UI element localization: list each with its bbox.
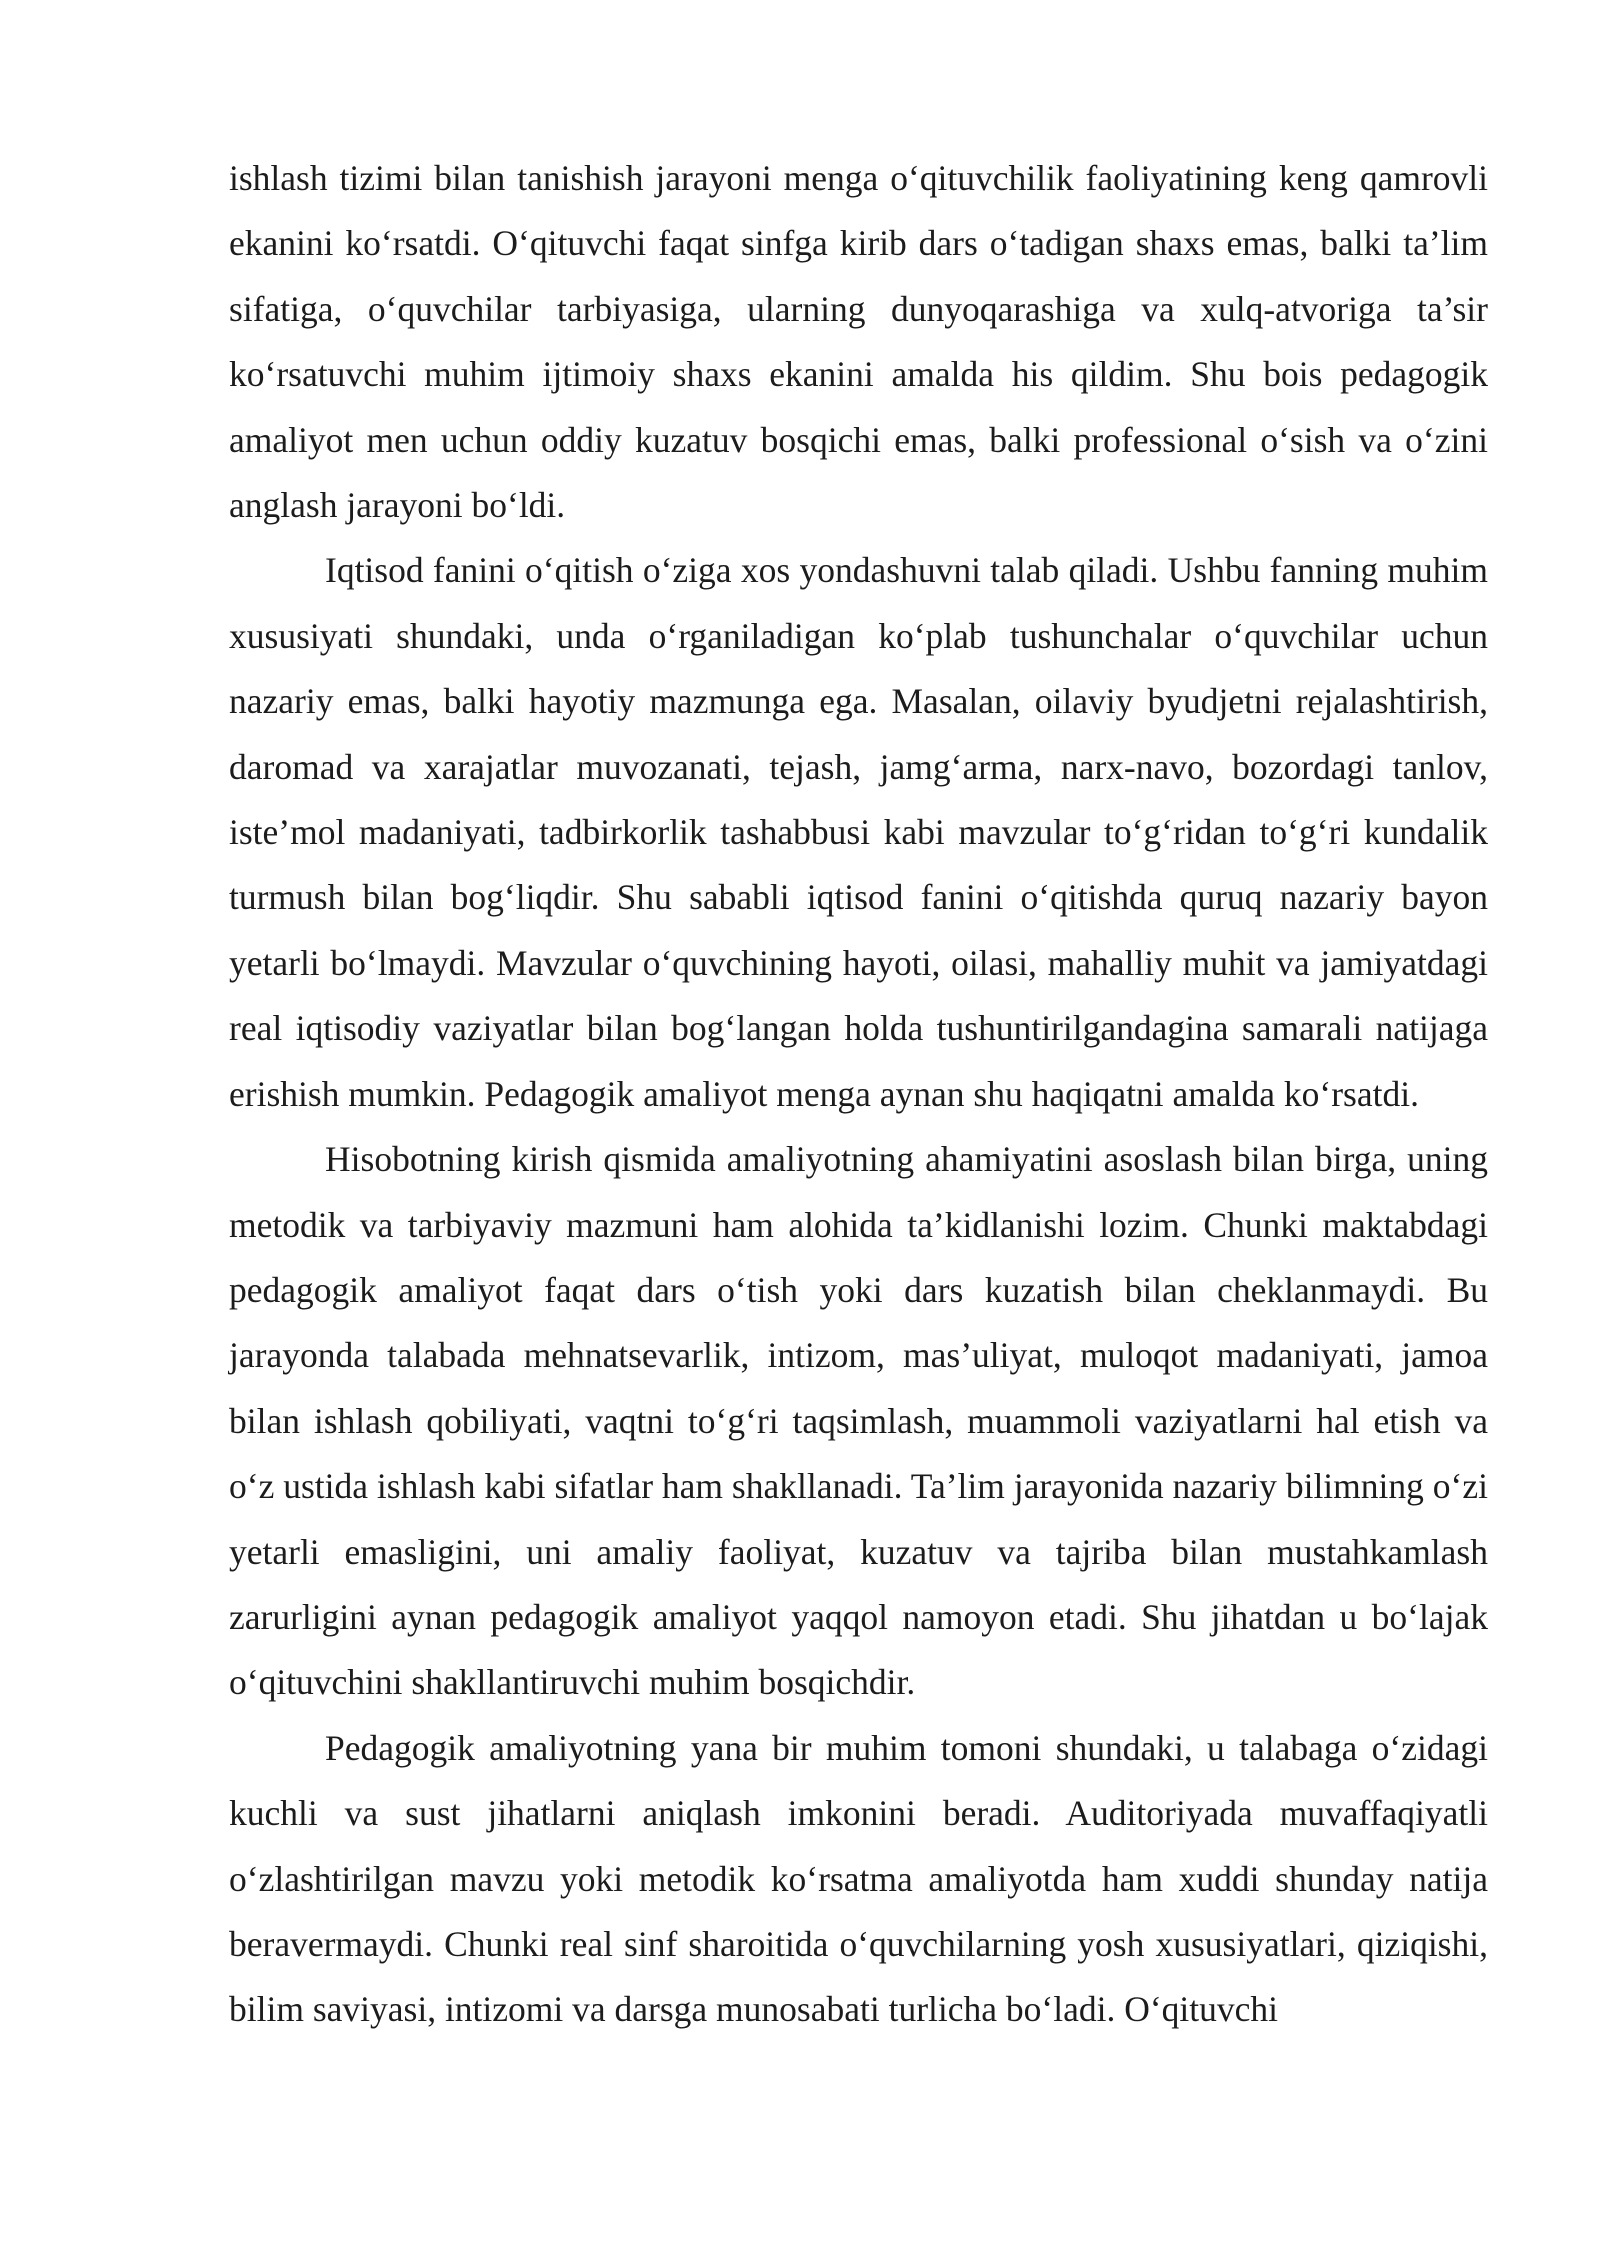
paragraph-3: Hisobotning kirish qismida amaliyotning ahamiyatini asoslash bilan birga, uning metodik va tarbiyaviy mazmuni ham alohida ta’kidlanishi lozim. Chunki maktabdagi pedagogik amaliyot faqat dars o‘tish yoki dars kuzatish bilan cheklanmaydi. Bu jarayonda talabada mehnatsevarlik, intizom, mas’uliyat, muloqot madaniyati, jamoa bilan ishlash qobiliyati, vaqtni to‘g‘ri taqsimlash, muammoli vaziyatlarni hal etish va o‘z ustida ishlash kabi sifatlar ham shakllanadi. Ta’lim jarayonida nazariy bilimning o‘zi yetarli emasligini, uni amaliy faoliyat, kuzatuv va tajriba bilan mustahkamlash zarurligini aynan pedagogik amaliyot yaqqol namoyon etadi. Shu jihatdan u bo‘lajak o‘qituvchini shakllantiruvchi muhim bosqichdir. [229, 1139, 1488, 1703]
paragraph-2: Iqtisod fanini o‘qitish o‘ziga xos yondashuvni talab qiladi. Ushbu fanning muhim xususiyati shundaki, unda o‘rganiladigan ko‘plab tushunchalar o‘quvchilar uchun nazariy emas, balki hayotiy mazmunga ega. Masalan, oilaviy byudjetni rejalashtirish, daromad va xarajatlar muvozanati, tejash, jamg‘arma, narx-navo, bozordagi tanlov, iste’mol madaniyati, tadbirkorlik tashabbusi kabi mavzular to‘g‘ridan to‘g‘ri kundalik turmush bilan bog‘liqdir. Shu sababli iqtisod fanini o‘qitishda quruq nazariy bayon yetarli bo‘lmaydi. Mavzular o‘quvchining hayoti, oilasi, mahalliy muhit va jamiyatdagi real iqtisodiy vaziyatlar bilan bog‘langan holda tushuntirilgandagina samarali natijaga erishish mumkin. Pedagogik amaliyot menga aynan shu haqiqatni amalda ko‘rsatdi. [229, 550, 1488, 1114]
paragraph-1: ishlash tizimi bilan tanishish jarayoni menga o‘qituvchilik faoliyatining keng qamrovli ekanini ko‘rsatdi. O‘qituvchi faqat sinfga kirib dars o‘tadigan shaxs emas, balki ta’lim sifatiga, o‘quvchilar tarbiyasiga, ularning dunyoqarashiga va xulq-atvoriga ta’sir ko‘rsatuvchi muhim ijtimoiy shaxs ekanini amalda his qildim. Shu bois pedagogik amaliyot men uchun oddiy kuzatuv bosqichi emas, balki professional o‘sish va o‘zini anglash jarayoni bo‘ldi. [229, 158, 1488, 526]
paragraph-4: Pedagogik amaliyotning yana bir muhim tomoni shundaki, u talabaga o‘zidagi kuchli va sust jihatlarni aniqlash imkonini beradi. Auditoriyada muvaffaqiyatli o‘zlashtirilgan mavzu yoki metodik ko‘rsatma amaliyotda ham xuddi shunday natija beravermaydi. Chunki real sinf sharoitida o‘quvchilarning yosh xususiyatlari, qiziqishi, bilim saviyasi, intizomi va darsga munosabati turlicha bo‘ladi. O‘qituvchi [229, 1727, 1488, 2030]
body-text [229, 146, 1488, 2043]
